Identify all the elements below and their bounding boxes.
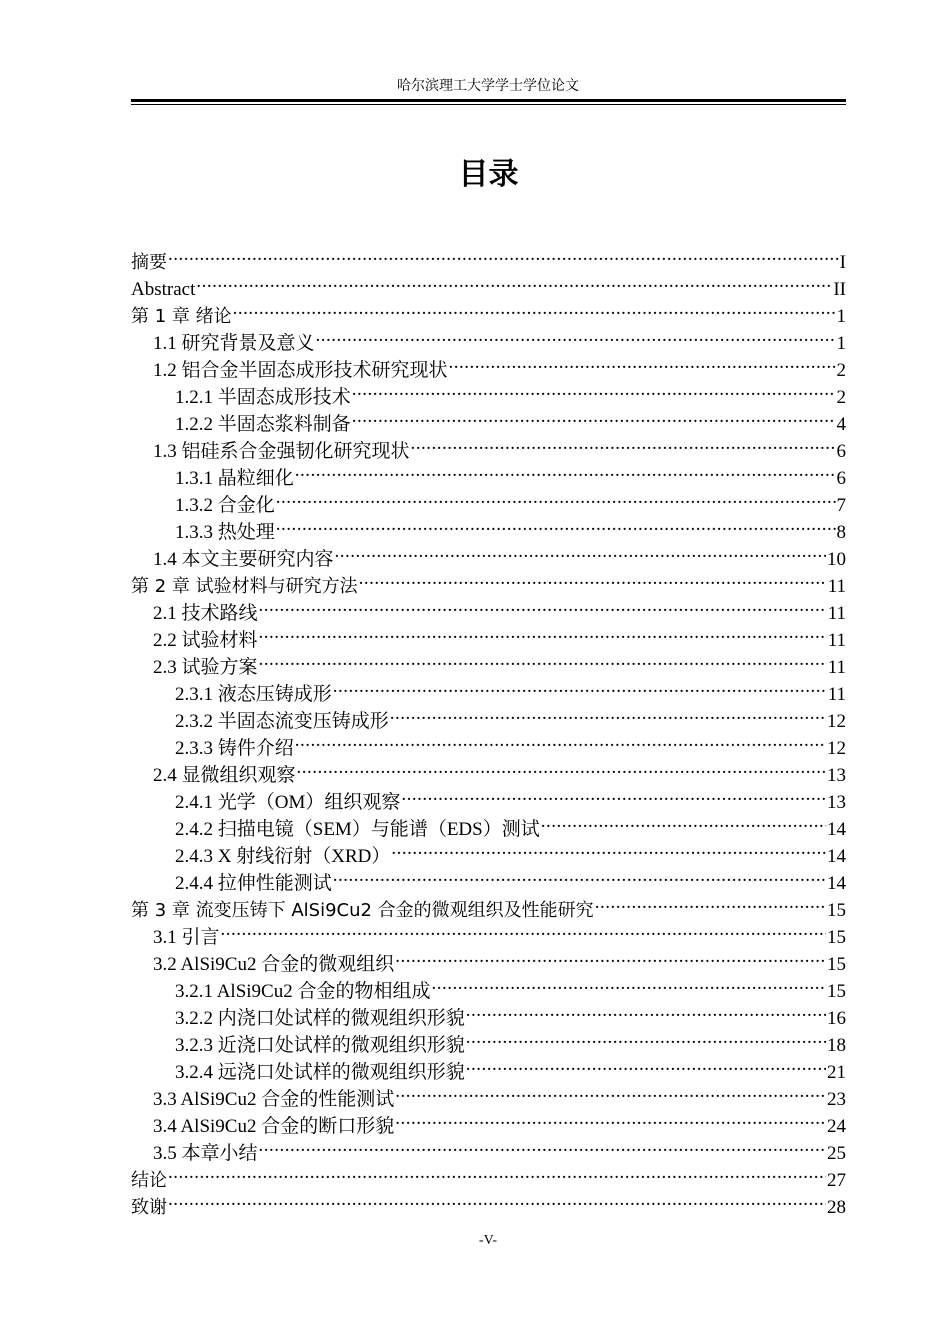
toc-entry-label: 第 2 章 试验材料与研究方法: [131, 576, 358, 597]
toc-entry-page: 15: [827, 954, 846, 975]
toc-dot-leader: [259, 1132, 826, 1159]
toc-entry-page: 11: [827, 684, 846, 705]
toc-entry-page: 2: [836, 360, 846, 381]
toc-dot-leader: [316, 322, 836, 349]
toc-entry-label: 3.5 本章小结: [153, 1143, 258, 1164]
toc-entry[interactable]: [131, 241, 846, 273]
toc-entry-page: 15: [827, 900, 846, 921]
toc-entry-label: 1.2.2 半固态浆料制备: [175, 414, 351, 435]
toc-entry-page: 2: [836, 387, 846, 408]
toc-entry-page: 18: [827, 1035, 846, 1056]
toc-dot-leader: [168, 1159, 826, 1186]
toc-entry-page: 12: [827, 711, 846, 732]
toc-entry-page: 28: [827, 1197, 846, 1218]
toc-entry-label: 3.2.3 近浇口处试样的微观组织形貌: [175, 1035, 465, 1056]
toc-entry-page: 27: [827, 1170, 846, 1191]
toc-entry[interactable]: [131, 943, 846, 975]
toc-entry-label: 1.3.2 合金化: [175, 495, 275, 516]
toc-dot-leader: [276, 484, 836, 511]
toc-entry-page: 15: [827, 981, 846, 1002]
toc-dot-leader: [168, 241, 839, 268]
toc-entry-page: 21: [827, 1062, 846, 1083]
toc-dot-leader: [168, 1186, 826, 1213]
toc-entry-label: 2.3.2 半固态流变压铸成形: [175, 711, 389, 732]
toc-entry-page: 1: [836, 306, 846, 327]
toc-entry-page: 7: [836, 495, 846, 516]
toc-entry-label: 3.2.4 远浇口处试样的微观组织形貌: [175, 1062, 465, 1083]
toc-dot-leader: [595, 889, 826, 916]
toc-entry-label: 1.3.1 晶粒细化: [175, 468, 294, 489]
toc-entry-label: 1.1 研究背景及意义: [153, 333, 315, 354]
toc-entry-label: 2.2 试验材料: [153, 630, 258, 651]
toc-entry-label: 1.2 铝合金半固态成形技术研究现状: [153, 360, 448, 381]
toc-dot-leader: [395, 1078, 826, 1105]
toc-dot-leader: [196, 268, 832, 295]
toc-entry-page: 24: [827, 1116, 846, 1137]
toc-entry-label: Abstract: [131, 279, 196, 300]
toc-entry-label: 第 3 章 流变压铸下 AlSi9Cu2 合金的微观组织及性能研究: [131, 900, 594, 921]
toc-entry-label: 2.1 技术路线: [153, 603, 258, 624]
toc-entry-label: 3.4 AlSi9Cu2 合金的断口形貌: [153, 1116, 395, 1137]
toc-entry-label: 2.4.2 扫描电镜（SEM）与能谱（EDS）测试: [175, 819, 540, 840]
toc-dot-leader: [359, 565, 827, 592]
toc-dot-leader: [259, 592, 827, 619]
toc-dot-leader: [297, 754, 826, 781]
toc-entry-label: 2.3 试验方案: [153, 657, 258, 678]
toc-dot-leader: [352, 403, 836, 430]
toc-entry-label: 1.3.3 热处理: [175, 522, 275, 543]
toc-entry-page: 25: [827, 1143, 846, 1164]
toc-entry-page: 14: [827, 819, 846, 840]
toc-dot-leader: [352, 376, 836, 403]
toc-dot-leader: [466, 1024, 826, 1051]
toc-dot-leader: [466, 1051, 826, 1078]
toc-entry-page: 11: [827, 603, 846, 624]
toc-entry-page: 23: [827, 1089, 846, 1110]
toc-entry[interactable]: [131, 1159, 846, 1191]
toc-entry-label: 2.3.3 铸件介绍: [175, 738, 294, 759]
toc-entry-page: 8: [836, 522, 846, 543]
toc-entry-page: 6: [836, 441, 846, 462]
toc-entry-label: 3.3 AlSi9Cu2 合金的性能测试: [153, 1089, 395, 1110]
toc-dot-leader: [449, 349, 836, 376]
toc-entry-page: 15: [827, 927, 846, 948]
toc-dot-leader: [333, 862, 826, 889]
toc-entry-page: 11: [827, 657, 846, 678]
toc-dot-leader: [295, 727, 826, 754]
toc-entry-page: 10: [827, 549, 846, 570]
toc-entry-page: 11: [827, 630, 846, 651]
toc-entry-page: II: [833, 279, 846, 300]
toc-dot-leader: [221, 916, 826, 943]
toc-dot-leader: [401, 781, 826, 808]
toc-entry-page: 13: [827, 765, 846, 786]
toc-dot-leader: [395, 943, 826, 970]
toc-entry-label: 2.3.1 液态压铸成形: [175, 684, 332, 705]
toc-dot-leader: [259, 646, 827, 673]
toc-entry-label: 3.2.2 内浇口处试样的微观组织形貌: [175, 1008, 465, 1029]
toc-dot-leader: [295, 457, 836, 484]
toc-dot-leader: [395, 1105, 826, 1132]
toc-entry[interactable]: [131, 322, 846, 354]
toc-dot-leader: [431, 970, 826, 997]
toc-entry-page: 16: [827, 1008, 846, 1029]
running-header: 哈尔滨理工大学学士学位论文: [397, 79, 579, 94]
toc-dot-leader: [233, 295, 836, 322]
toc-dot-leader: [276, 511, 836, 538]
toc-entry-page: 14: [827, 846, 846, 867]
toc-dot-leader: [390, 700, 826, 727]
toc-entry-page: I: [839, 252, 846, 273]
toc-dot-leader: [541, 808, 826, 835]
toc-entry-label: 3.2 AlSi9Cu2 合金的微观组织: [153, 954, 395, 975]
toc-entry-label: 第 1 章 绪论: [131, 306, 232, 327]
toc-entry-page: 14: [827, 873, 846, 894]
header-rule-thin: [131, 104, 846, 105]
toc-entry[interactable]: [131, 916, 846, 948]
header-rule-thick: [131, 99, 846, 102]
toc-entry[interactable]: [131, 1186, 846, 1218]
toc-entry-page: 1: [836, 333, 846, 354]
toc-dot-leader: [466, 997, 826, 1024]
toc-entry-label: 2.4.4 拉伸性能测试: [175, 873, 332, 894]
toc-entry-label: 2.4.3 X 射线衍射（XRD）: [175, 846, 391, 867]
toc-entry-page: 4: [836, 414, 846, 435]
toc-entry-label: 2.4.1 光学（OM）组织观察: [175, 792, 401, 813]
toc-entry-label: 1.2.1 半固态成形技术: [175, 387, 351, 408]
toc-dot-leader: [333, 673, 827, 700]
toc-entry-label: 结论: [131, 1170, 167, 1191]
toc-entry-page: 11: [827, 576, 846, 597]
toc-entry-label: 1.3 铝硅系合金强韧化研究现状: [153, 441, 410, 462]
toc-entry-label: 致谢: [131, 1197, 167, 1218]
page-title: 目录: [458, 157, 519, 192]
toc-dot-leader: [411, 430, 836, 457]
toc-dot-leader: [391, 835, 826, 862]
toc-dot-leader: [335, 538, 826, 565]
toc-entry-page: 12: [827, 738, 846, 759]
toc-entry[interactable]: [131, 268, 846, 300]
page-number: -V-: [478, 1233, 498, 1248]
toc-entry[interactable]: [131, 295, 846, 327]
toc-entry-label: 2.4 显微组织观察: [153, 765, 296, 786]
toc-dot-leader: [259, 619, 827, 646]
table-of-contents: [131, 241, 846, 1218]
toc-entry-page: 13: [827, 792, 846, 813]
toc-entry-label: 摘要: [131, 252, 167, 273]
toc-entry-page: 6: [836, 468, 846, 489]
toc-entry-label: 3.1 引言: [153, 927, 220, 948]
toc-entry-label: 3.2.1 AlSi9Cu2 合金的物相组成: [175, 981, 431, 1002]
toc-entry-label: 1.4 本文主要研究内容: [153, 549, 334, 570]
